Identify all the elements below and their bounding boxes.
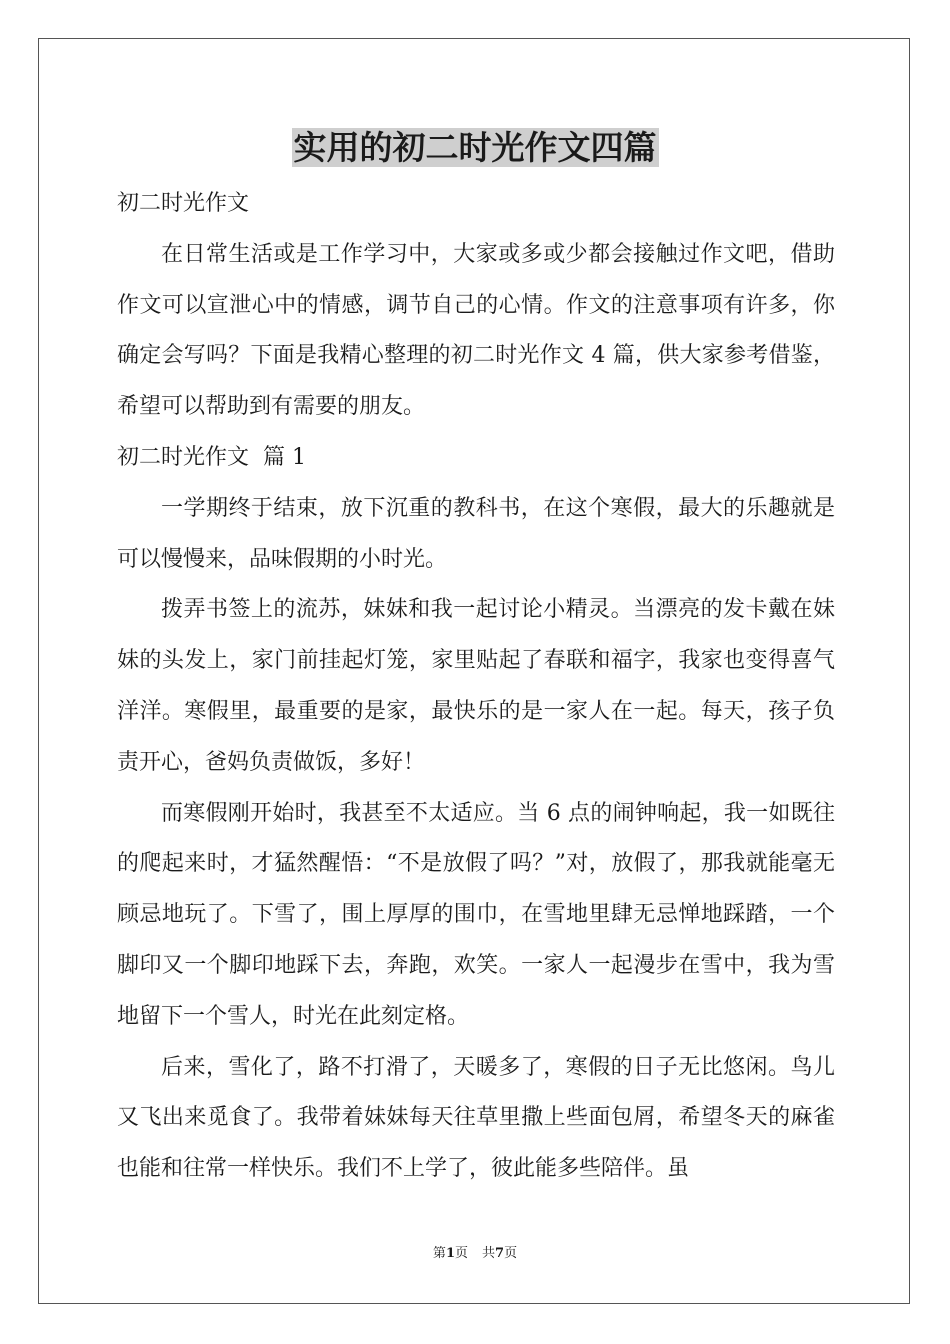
document-title	[0, 124, 950, 172]
total-prefix: 共	[482, 1246, 496, 1261]
paragraph: 而寒假刚开始时，我甚至不太适应。当 6 点的闹钟响起，我一如既往的爬起来时，才猛然醒悟：“不是放假了吗？”对，放假了，那我就能毫无顾忌地玩了。下雪了，围上厚厚的围巾，在雪地里肆无忌惮地踩踏，一个脚印又一个脚印地踩下去，奔跑，欢笑。一家人一起漫步在雪中，我为雪地留下一个雪人，时光在此刻定格。	[117, 800, 835, 1029]
page-footer	[0, 1245, 950, 1263]
paragraph: 在日常生活或是工作学习中，大家或多或少都会接触过作文吧，借助作文可以宣泄心中的情感，调节自己的心情。作文的注意事项有许多，你确定会写吗？下面是我精心整理的初二时光作文 4 篇，供大家参考借鉴，希望可以帮助到有需要的朋友。	[117, 241, 835, 420]
paragraph: 一学期终于结束，放下沉重的教科书，在这个寒假，最大的乐趣就是可以慢慢来，品味假期的小时光。	[117, 495, 835, 572]
total-unit: 页	[504, 1246, 518, 1261]
document-title-text: 实用的初二时光作文四篇	[293, 128, 657, 167]
section-heading: 初二时光作文	[117, 191, 250, 216]
document-body	[117, 179, 835, 1195]
paragraph: 拨弄书签上的流苏，妹妹和我一起讨论小精灵。当漂亮的发卡戴在妹妹的头发上，家门前挂起灯笼，家里贴起了春联和福字，我家也变得喜气洋洋。寒假里，最重要的是家，最快乐的是一家人在一起。每天，孩子负责开心，爸妈负责做饭，多好！	[117, 597, 835, 775]
page-prefix: 第	[432, 1246, 446, 1261]
page-current: 1	[445, 1246, 455, 1261]
section-heading: 初二时光作文 篇 1	[117, 444, 306, 470]
page-total: 7	[495, 1246, 505, 1261]
page-unit: 页	[454, 1246, 468, 1261]
paragraph: 后来，雪化了，路不打滑了，天暖多了，寒假的日子无比悠闲。鸟儿又飞出来觅食了。我带着妹妹每天往草里撒上些面包屑，希望冬天的麻雀也能和往常一样快乐。我们不上学了，彼此能多些陪伴。虽	[117, 1054, 835, 1182]
